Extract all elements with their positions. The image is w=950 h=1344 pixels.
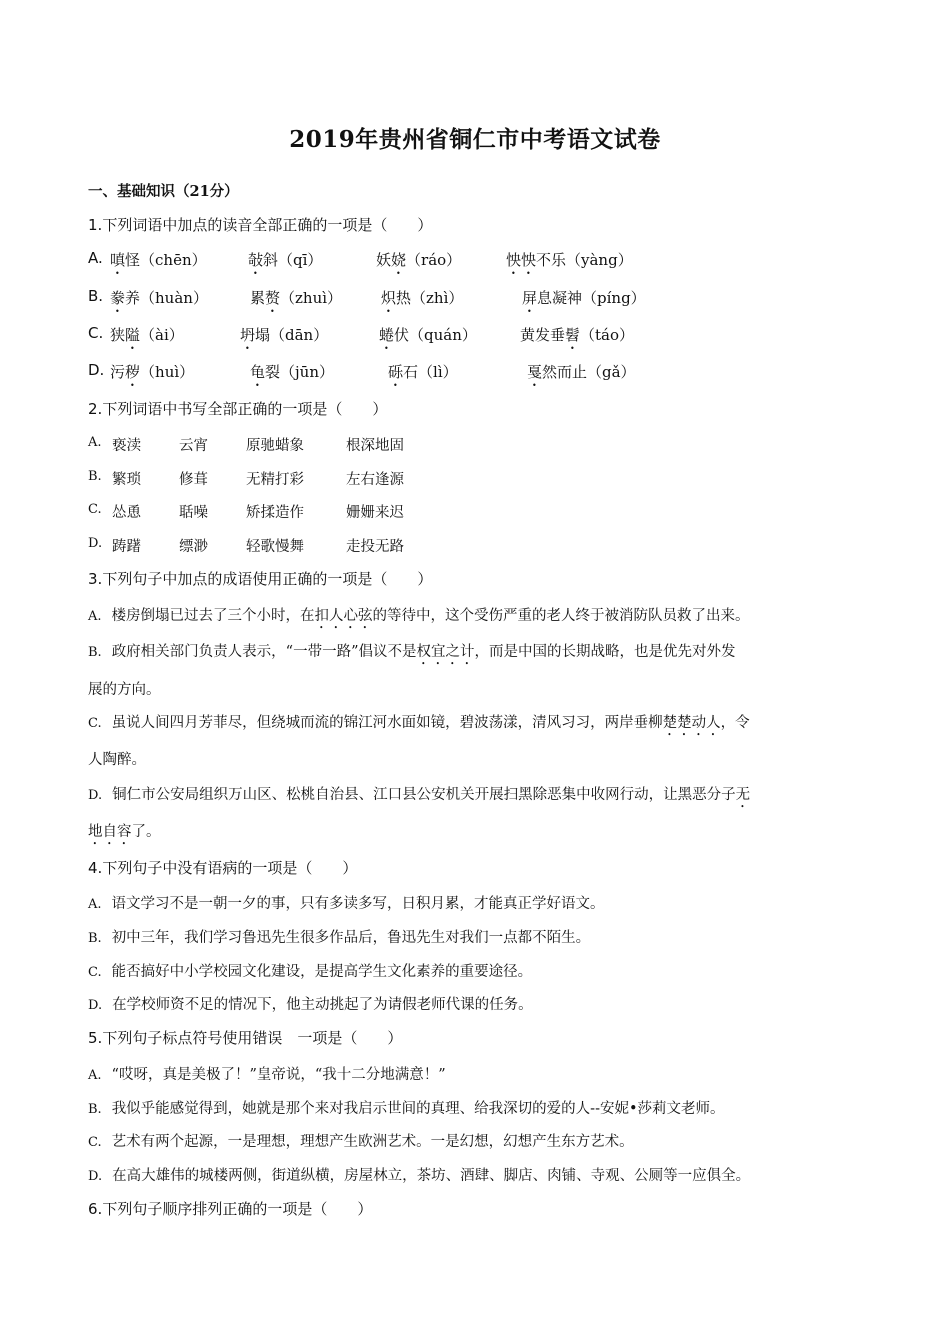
q5-option-c: C. 艺术有两个起源，一是理想，理想产生欧洲艺术。一是幻想，幻想产生东方艺术。 [88,1134,634,1150]
q5-option-d: D. 在高大雄伟的城楼两侧，街道纵横，房屋林立，茶坊、酒肆、脚店、肉铺、寺观、公厕等一应俱全。 [88,1168,751,1184]
question-number: 1. [88,216,103,234]
word-item: 嗔怪（chēn） [110,251,207,269]
question-5-stem [88,1027,402,1048]
word-item: 戛然而止（gǎ） [527,363,636,381]
question-text: 下列句子中没有语病的一项是（ ） [102,859,358,877]
marked-idiom: 楚楚动人 [662,715,721,731]
question-4-stem [88,857,357,878]
option-label: C. [88,324,104,342]
question-number: 2. [88,400,103,418]
word-item: 亵渎 [112,438,141,454]
word-item: 黄发垂髫（táo） [520,326,635,344]
question-6-stem [88,1198,372,1219]
word-item: 走投无路 [346,539,404,555]
question-2-stem [88,398,387,419]
q4-option-d: D. 在学校师资不足的情况下，他主动挑起了为请假老师代课的任务。 [88,997,533,1013]
q5-option-a: A. “哎呀，真是美极了！”皇帝说，“我十二分地满意！” [88,1067,446,1083]
question-number: 3. [88,570,103,588]
question-text: 下列句子标点符号使用错误 一项是（ ） [102,1029,403,1047]
word-item: 屏息凝神（píng） [522,289,646,307]
question-text: 下列词语中书写全部正确的一项是（ ） [102,400,388,418]
option-label: A. [88,435,102,450]
page-title: 2019年贵州省铜仁市中考语文试卷 [289,126,661,153]
option-label: A. [88,609,102,624]
word-item: 狭隘（ài） [110,326,184,344]
marked-idiom: 地自容 [88,824,132,840]
q4-option-c: C. 能否搞好中小学校园文化建设，是提高学生文化素养的重要途径。 [88,964,533,980]
word-item: 敧斜（qī） [248,251,323,269]
option-label: C. [88,502,102,517]
word-item: 繁琐 [112,472,141,488]
question-text: 下列句子顺序排列正确的一项是（ ） [102,1200,373,1218]
option-label: B. [88,645,102,660]
question-1-stem [88,214,432,235]
word-item: 怂恿 [112,505,141,521]
question-number: 4. [88,859,103,877]
option-label: C. [88,716,102,731]
q3-option-a: A. 楼房倒塌已过去了三个小时，在扣人心弦的等待中，这个受伤严重的老人终于被消防队员救了出来。 [88,608,750,624]
word-item: 左右逢源 [346,472,404,488]
question-3-stem [88,568,432,589]
option-label: D. [88,536,103,551]
option-label: D. [88,361,105,379]
question-text: 下列句子中加点的成语使用正确的一项是（ ） [102,570,433,588]
word-item: 姗姗来迟 [346,505,404,521]
word-item: 豢养（huàn） [110,289,208,307]
word-item: 妖娆（ráo） [376,251,462,269]
question-number: 6. [88,1200,103,1218]
word-item: 轻歌慢舞 [246,539,304,555]
question-text: 下列词语中加点的读音全部正确的一项是（ ） [102,216,433,234]
marked-idiom: 权宜之计 [416,644,475,660]
word-item: 根深地固 [346,438,404,454]
question-number: 5. [88,1029,103,1047]
word-item: 砾石（lì） [388,363,458,381]
option-label: B. [88,287,104,305]
word-item: 云宵 [179,438,208,454]
q5-option-b: B. 我似乎能感觉得到，她就是那个来对我启示世间的真理、给我深切的爱的人--安妮•莎莉文老师。 [88,1101,725,1117]
marked-idiom: 扣人心弦 [314,608,373,624]
word-item: 怏怏不乐（yàng） [506,251,633,269]
word-item: 累赘（zhuì） [250,289,343,307]
word-item: 修葺 [179,472,208,488]
word-item: 原驰蜡象 [246,438,304,454]
q3-option-c: C. 虽说人间四月芳菲尽，但绕城而流的锦江河水面如镜，碧波荡漾，清风习习，两岸垂柳楚楚动人，令 [88,715,750,731]
q3-option-b-cont: 展的方向。 [88,682,161,698]
word-item: 缥渺 [179,539,208,555]
option-label: B. [88,469,102,484]
q3-option-d: D. 铜仁市公安局组织万山区、松桃自治县、江口县公安机关开展扫黑除恶集中收网行动，让黑恶分子无 [88,787,751,803]
option-label: A. [88,249,103,267]
word-item: 蜷伏（quán） [379,326,477,344]
q3-option-d-cont: 地自容了。 [88,824,161,840]
word-item: 聒噪 [179,505,208,521]
q3-option-c-cont: 人陶醉。 [88,752,146,768]
option-label: D. [88,788,103,803]
section-heading: 一、基础知识（21分） [88,183,239,200]
word-item: 踌躇 [112,539,141,555]
q4-option-a: A. 语文学习不是一朝一夕的事，只有多读多写，日积月累，才能真正学好语文。 [88,896,605,912]
word-item: 坍塌（dān） [240,326,329,344]
word-item: 龟裂（jūn） [250,363,334,381]
marked-idiom: 无 [735,787,751,803]
word-item: 污秽（huì） [110,363,195,381]
word-item: 无精打彩 [246,472,304,488]
q4-option-b: B. 初中三年，我们学习鲁迅先生很多作品后，鲁迅先生对我们一点都不陌生。 [88,930,591,946]
word-item: 炽热（zhì） [381,289,464,307]
word-item: 矫揉造作 [246,505,304,521]
q3-option-b: B. 政府相关部门负责人表示，“一带一路”倡议不是权宜之计，而是中国的长期战略，也是优先对外发 [88,644,736,660]
